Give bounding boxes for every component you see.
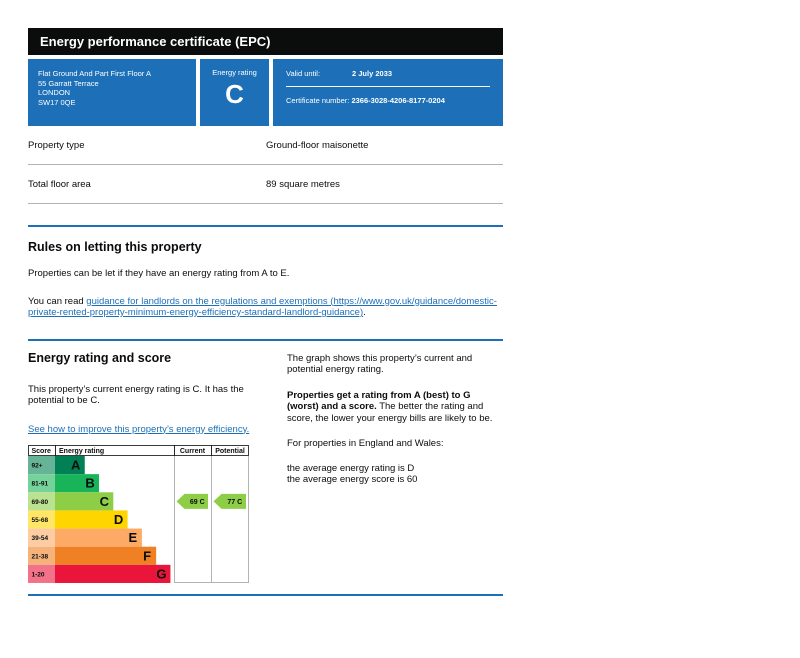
averages-paragraph xyxy=(287,463,503,486)
band-letter: E xyxy=(128,530,138,546)
floor-area-value: 89 square metres xyxy=(266,179,340,190)
rules-paragraph: Properties can be let if they have an energy rating from A to E. xyxy=(28,268,290,279)
spacer xyxy=(28,319,503,339)
rating-section-right-column xyxy=(287,351,503,587)
rating-explain-bold: Properties get a rating from A (best) to G (worst) and a score. xyxy=(287,389,471,412)
average-score-line: the average energy score is 60 xyxy=(287,474,418,485)
improve-paragraph xyxy=(28,424,261,436)
band-score-label: 81-91 xyxy=(31,480,49,488)
current-rating-value: 69 C xyxy=(189,498,205,506)
section-divider xyxy=(28,225,503,227)
band-score-label: 55-68 xyxy=(31,516,49,524)
potential-rating-value: 77 C xyxy=(227,498,243,506)
address-line-2: 55 Garratt Terrace xyxy=(38,78,99,88)
band-score-label: 1-20 xyxy=(31,571,45,579)
valid-until-value: 2 July 2033 xyxy=(352,69,393,78)
england-wales-paragraph: For properties in England and Wales: xyxy=(287,438,444,449)
rules-heading: Rules on letting this property xyxy=(28,240,202,254)
band-letter: C xyxy=(99,493,110,509)
graph-intro-paragraph: The graph shows this property’s current and potential energy rating. xyxy=(287,352,473,375)
property-address xyxy=(28,59,196,126)
certificate-title: Energy performance certificate (EPC) xyxy=(40,34,271,49)
section-divider xyxy=(28,594,503,596)
property-type-label: Property type xyxy=(28,140,85,151)
spacer xyxy=(28,204,503,225)
band-bar-F xyxy=(55,547,156,565)
chart-header-potential: Potential xyxy=(215,448,245,455)
read-suffix: . xyxy=(363,307,366,318)
certificate-summary-box xyxy=(28,59,503,126)
chart-header-current: Current xyxy=(179,448,206,455)
read-prefix: You can read xyxy=(28,295,87,307)
address-line-4: SW17 0QE xyxy=(38,97,76,107)
current-rating-paragraph: This property’s current energy rating is C. It has the potential to be C. xyxy=(28,383,244,406)
band-score-label: 69-80 xyxy=(31,498,49,506)
epc-certificate-page xyxy=(28,28,503,596)
rating-section-left-column xyxy=(28,351,261,587)
band-letter: A xyxy=(71,457,81,473)
band-letter: D xyxy=(113,511,124,527)
property-type-value: Ground-floor maisonette xyxy=(266,140,369,151)
valid-until-label: Valid until: xyxy=(286,69,321,78)
energy-rating-letter: C xyxy=(225,79,244,109)
section-divider xyxy=(28,339,503,341)
band-score-label: 21-38 xyxy=(31,553,49,561)
epc-rating-chart xyxy=(28,445,249,586)
rating-heading: Energy rating and score xyxy=(28,350,172,365)
landlord-guidance-paragraph xyxy=(28,296,503,319)
certificate-number-value: 2366-3028-4206-8177-0204 xyxy=(351,96,445,105)
validity-divider xyxy=(286,86,490,87)
rating-explain-paragraph xyxy=(287,390,503,425)
spacer xyxy=(28,586,503,594)
energy-rating-badge xyxy=(200,59,269,126)
average-rating-line: the average energy rating is D xyxy=(287,462,415,474)
rating-section xyxy=(28,351,503,587)
table-row xyxy=(28,126,503,165)
rating-explain-rest: The better the rating and score, the lower your energy bills are likely to be. xyxy=(287,401,493,424)
band-letter: B xyxy=(85,475,95,491)
band-letter: F xyxy=(143,548,152,564)
chart-header-energy-rating: Energy rating xyxy=(59,448,105,455)
address-line-3: LONDON xyxy=(38,88,71,97)
floor-area-label: Total floor area xyxy=(28,179,91,190)
certificate-number-label: Certificate number: xyxy=(286,96,350,105)
chart-header-score: Score xyxy=(31,448,51,455)
address-line-1: Flat Ground And Part First Floor A xyxy=(38,69,151,78)
table-row xyxy=(28,165,503,204)
improve-efficiency-link[interactable]: See how to improve this property’s energy efficiency. xyxy=(28,423,250,435)
certificate-title-bar xyxy=(28,28,503,55)
band-bar-G xyxy=(55,565,170,583)
energy-rating-label: Energy rating xyxy=(212,68,257,77)
certificate-validity xyxy=(273,59,503,126)
rules-section xyxy=(28,240,503,319)
band-score-label: 92+ xyxy=(31,462,43,470)
landlord-guidance-link[interactable]: guidance for landlords on the regulations and exemptions (https://www.gov.uk/guidance/domestic-private-rented-property-minimum-energy-efficiency-standard-landlord-guidance) xyxy=(28,295,497,318)
band-score-label: 39-54 xyxy=(31,535,49,543)
band-letter: G xyxy=(156,566,167,582)
